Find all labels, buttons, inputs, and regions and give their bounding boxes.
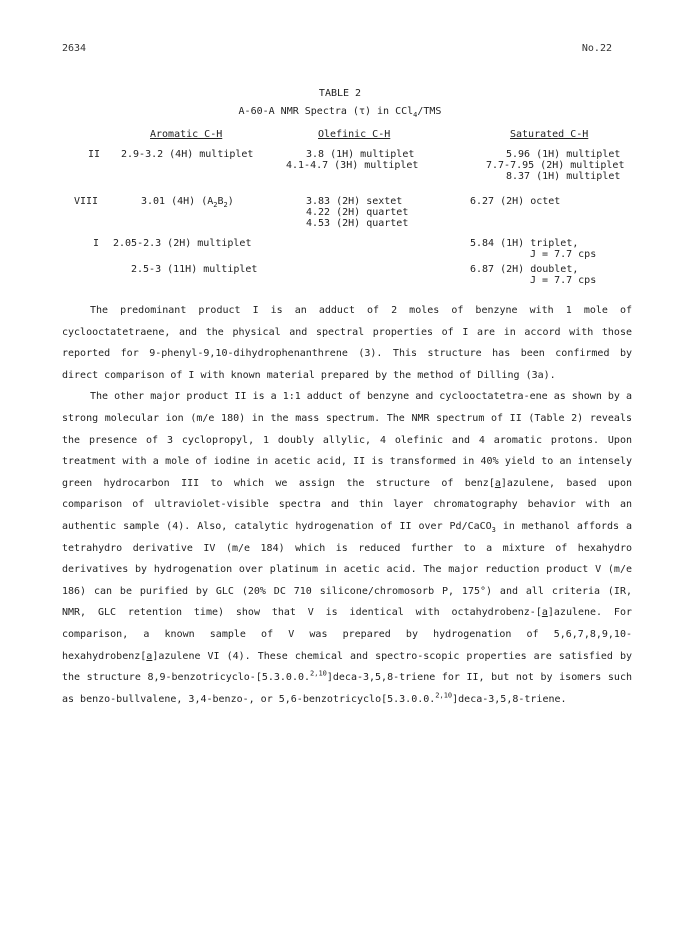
column-header-olefinic: Olefinic C-H bbox=[318, 129, 391, 140]
row-label-I: I bbox=[93, 238, 100, 249]
table-subtitle: A-60-A NMR Spectra (τ) in CCl$_4$/TMS bbox=[238, 106, 442, 119]
cell-saturated: 8.37 (1H) multiplet bbox=[506, 171, 621, 182]
body-text bbox=[62, 300, 632, 710]
cell-olefinic: 3.8 (1H) multiplet bbox=[306, 149, 415, 160]
page-number: 2634 bbox=[62, 43, 87, 54]
cell-saturated: 5.84 (1H) triplet, bbox=[470, 238, 579, 249]
cell-saturated: J = 7.7 cps bbox=[530, 249, 597, 260]
cell-saturated: J = 7.7 cps bbox=[530, 275, 597, 286]
row-label-II: II bbox=[88, 149, 101, 160]
row-label-VIII: VIII bbox=[74, 196, 99, 207]
cell-saturated: 6.27 (2H) octet bbox=[470, 196, 561, 207]
cell-aromatic: 2.5-3 (11H) multiplet bbox=[131, 264, 258, 275]
cell-saturated: 6.87 (2H) doublet, bbox=[470, 264, 579, 275]
cell-olefinic: 4.22 (2H) quartet bbox=[306, 207, 409, 218]
paragraph-2: The other major product II is a 1:1 adduct of benzyne and cyclooctatetra-ene as shown by a strong molecular ion (m/e 180) in the mass spectrum. The NMR spectrum of II (Table 2) reveals the presence of 3 cyclopropyl, 1 doubly allylic, 4 olefinic and 4 aromatic protons. Upon treatment with a mole of iodine in acetic acid, II is transformed in 40% yield to an intensely green hydrocarbon III to which we assign the structure of benz[a]azulene, based upon comparison of ultraviolet-visible spectra and thin layer chromatography behavior with an authentic sample (4). Also, catalytic hydrogenation of II over Pd/CaCO$_3$ in methanol affords a tetrahydro derivative IV (m/e 184) which is reduced further to a mixture of hexahydro derivatives by hydrogenation over platinum in acetic acid. The major reduction product V (m/e 186) can be purified by GLC (20% DC 710 silicone/chromosorb P, 175°) and all criteria (IR, NMR, GLC retention time) show that V is identical with octahydrobenz-[a]azulene. For comparison, a known sample of V was prepared by hydrogenation of 5,6,7,8,9,10-hexahydrobenz[a]azulene VI (4). These chemical and spectro-scopic properties are satisfied by the structure 8,9-benzotricyclo-[5.3.0.0.$^{2,10}$]deca-3,5,8-triene for II, but not by isomers such as benzo-bullvalene, 3,4-benzo-, or 5,6-benzotricyclo[5.3.0.0.$^{2,10}$]deca-3,5,8-triene. bbox=[62, 391, 633, 705]
cell-olefinic: 4.53 (2H) quartet bbox=[306, 218, 409, 229]
journal-issue: No.22 bbox=[581, 43, 612, 54]
cell-saturated: 7.7-7.95 (2H) multiplet bbox=[486, 160, 625, 171]
table-title: TABLE 2 bbox=[318, 88, 362, 99]
paragraph-1: The predominant product I is an adduct of 2 moles of benzyne with 1 mole of cyclooctatetraene, and the physical and spectral properties of I are in accord with those reported for 9-phenyl-9,10-dihydrophenanthrene (3). This structure has been confirmed by direct comparison of I with known material prepared by the method of Dilling (3a). bbox=[62, 305, 632, 381]
cell-aromatic: 2.05-2.3 (2H) multiplet bbox=[113, 238, 252, 249]
cell-olefinic: 3.83 (2H) sextet bbox=[306, 196, 403, 207]
cell-olefinic: 4.1-4.7 (3H) multiplet bbox=[286, 160, 419, 171]
cell-aromatic: 3.01 (4H) $(A_2B_2)$ bbox=[141, 196, 234, 209]
column-header-saturated: Saturated C-H bbox=[510, 129, 589, 140]
cell-aromatic: 2.9-3.2 (4H) multiplet bbox=[121, 149, 254, 160]
column-header-aromatic: Aromatic C-H bbox=[150, 129, 223, 140]
cell-saturated: 5.96 (1H) multiplet bbox=[506, 149, 621, 160]
